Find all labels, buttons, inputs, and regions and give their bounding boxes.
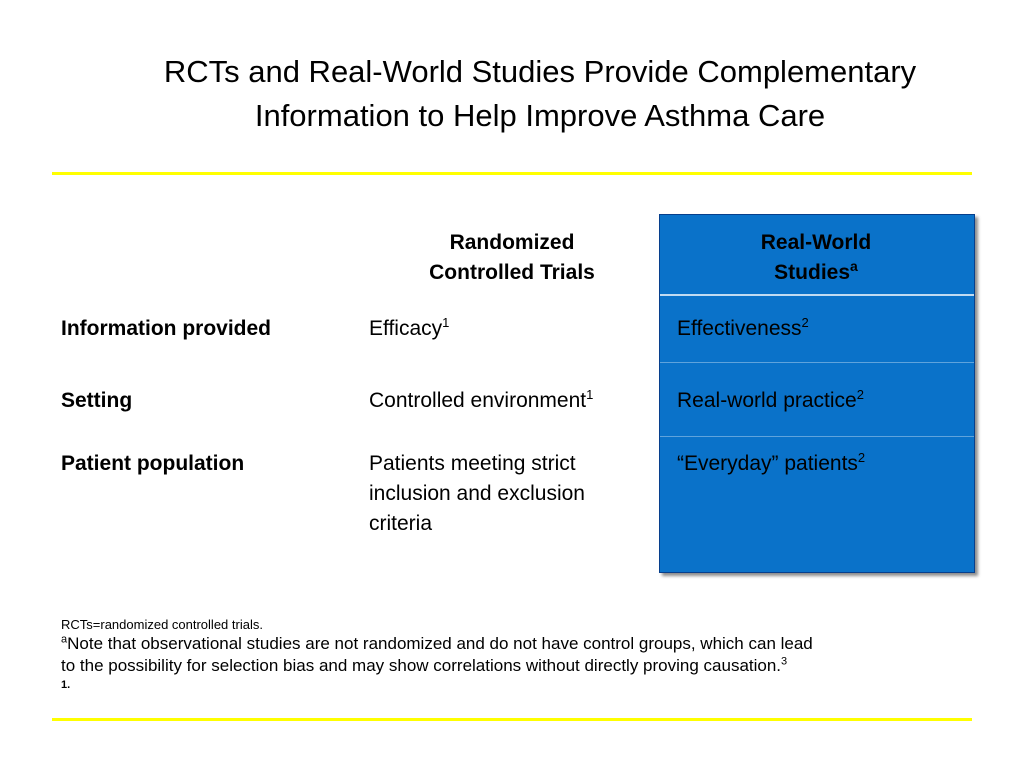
note-text: Note that observational studies are not randomized and do not have control groups, which can lead (67, 634, 813, 653)
cell-text: Controlled environment (369, 389, 587, 412)
reference-marker: 1 (586, 387, 594, 402)
rct-cell-setting (369, 386, 593, 416)
rw-header-footnote-marker: a (850, 258, 858, 274)
row-label-patient-population: Patient population (61, 452, 245, 475)
rw-header-line-2 (659, 258, 973, 288)
reference-marker: 3 (781, 655, 788, 668)
reference-marker: 2 (801, 315, 809, 330)
note-marker: a (61, 633, 68, 646)
row-label-information-provided: Information provided (61, 317, 271, 340)
title-line-2: Information to Help Improve Asthma Care (254, 98, 826, 133)
rw-cell-patient-population (677, 449, 865, 479)
reference-1: 1. (61, 679, 71, 691)
note-text: to the possibility for selection bias and may show correlations without directly proving causation. (61, 656, 782, 675)
rct-header-line-1: Randomized (449, 231, 575, 254)
rct-cell-information (369, 314, 449, 344)
rw-cell-setting (677, 386, 864, 416)
abbreviation-footnote: RCTs=randomized controlled trials. (61, 617, 263, 632)
rct-header-line-2: Controlled Trials (429, 261, 595, 284)
row-label-setting: Setting (61, 389, 133, 412)
header-separator (660, 294, 974, 296)
cell-text: “Everyday” patients (677, 452, 858, 475)
cell-text-line: Patients meeting strict (369, 452, 576, 475)
rct-column-header (392, 228, 632, 288)
reference-marker: 1 (442, 315, 450, 330)
rct-cell-patient-population (369, 449, 585, 539)
rw-cell-information (677, 314, 809, 344)
reference-marker: 2 (856, 387, 864, 402)
rw-header-text: Studies (774, 261, 851, 284)
rw-header-line-1: Real-World (760, 231, 872, 254)
slide-title (60, 50, 1020, 138)
cell-text-line: inclusion and exclusion (369, 482, 585, 505)
observational-note (61, 633, 961, 677)
footnotes (61, 616, 961, 693)
bottom-divider (52, 718, 972, 721)
row-separator (660, 362, 974, 363)
real-world-column-header (659, 228, 973, 288)
cell-text-line: criteria (369, 512, 433, 535)
note-line-1 (61, 633, 961, 655)
cell-text: Effectiveness (677, 317, 802, 340)
row-separator (660, 436, 974, 437)
top-divider (52, 172, 972, 175)
cell-text: Real-world practice (677, 389, 857, 412)
reference-marker: 2 (857, 450, 866, 465)
cell-text: Efficacy (369, 317, 443, 340)
note-line-2 (61, 655, 961, 677)
title-line-1: RCTs and Real-World Studies Provide Complementary (163, 54, 917, 89)
